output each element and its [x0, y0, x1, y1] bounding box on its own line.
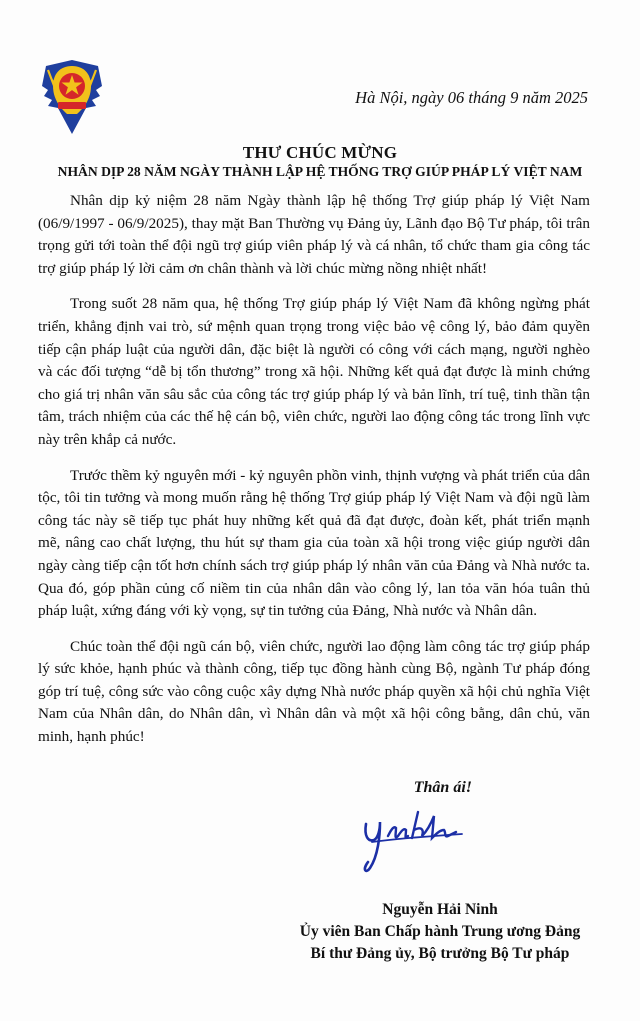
letter-body	[38, 190, 590, 762]
signer-name: Nguyễn Hải Ninh	[382, 901, 498, 918]
paragraph: Trước thềm kỷ nguyên mới - kỷ nguyên phồn vinh, thịnh vượng và phát triển của dân tộc, tôi tin tưởng và mong muốn rằng hệ thống Trợ giúp pháp lý Việt Nam và đội ngũ làm công tác này sẽ tiếp tục phát huy những kết quả đã đạt được, đoàn kết, phát triển mạnh mẽ, nâng cao chất lượng, thu hút sự tham gia của toàn xã hội trong việc giúp người dân ngày càng tiếp cận tốt hơn chính sách trợ giúp pháp lý nhân văn của Đảng và Nhà nước ta. Qua đó, góp phần củng cố niềm tin của nhân dân vào công lý, lan tỏa văn hóa tuân thủ pháp luật, xứng đáng với kỳ vọng, sự tin tưởng của Đảng, Nhà nước và Nhân dân.	[38, 466, 590, 620]
signer-position: Bí thư Đảng ủy, Bộ trưởng Bộ Tư pháp	[310, 945, 570, 962]
paragraph: Nhân dịp kỷ niệm 28 năm Ngày thành lập hệ thống Trợ giúp pháp lý Việt Nam (06/9/1997 - 06/9/2025), thay mặt Ban Thường vụ Đảng ủy, Lãnh đạo Bộ Tư pháp, tôi trân trọng gửi tới toàn thể đội ngũ trợ giúp viên pháp lý và cá nhân, tổ chức tham gia công tác trợ giúp pháp lý lời cảm ơn chân thành và lời chúc mừng nồng nhiệt nhất!	[38, 192, 590, 277]
paragraph: Chúc toàn thể đội ngũ cán bộ, viên chức, người lao động làm công tác trợ giúp pháp lý sức khỏe, hạnh phúc và thành công, tiếp tục đồng hành cùng Bộ, ngành Tư pháp đóng góp trí tuệ, công sức vào công cuộc xây dựng Nhà nước pháp quyền xã hội chủ nghĩa Việt Nam của Nhân dân, do Nhân dân, vì Nhân dân và một xã hội công bằng, dân chủ, văn minh, hạnh phúc!	[38, 637, 590, 746]
letter-subtitle: NHÂN DỊP 28 NĂM NGÀY THÀNH LẬP HỆ THỐNG TRỢ GIÚP PHÁP LÝ VIỆT NAM	[57, 164, 583, 179]
signer-block	[240, 899, 640, 965]
justice-ministry-emblem-icon	[38, 56, 106, 136]
signer-position: Ủy viên Ban Chấp hành Trung ương Đảng	[299, 923, 581, 940]
date-line: Hà Nội, ngày 06 tháng 9 năm 2025	[355, 88, 588, 107]
handwritten-signature-icon	[352, 806, 472, 884]
closing-greeting: Thân ái!	[413, 779, 472, 796]
letter-title: THƯ CHÚC MỪNG	[242, 143, 398, 162]
paragraph: Trong suốt 28 năm qua, hệ thống Trợ giúp pháp lý Việt Nam đã không ngừng phát triển, khẳng định vai trò, sứ mệnh quan trọng trong việc bảo vệ công lý, bảo đảm quyền tiếp cận pháp luật của người dân, đặc biệt là người có công với cách mạng, người nghèo và các đối tượng “dễ bị tổn thương” trong xã hội. Những kết quả đạt được là minh chứng cho giá trị nhân văn sâu sắc của công tác trợ giúp pháp lý và bản lĩnh, trí tuệ, tinh thần tận tâm, trách nhiệm của các thế hệ cán bộ, viên chức, người lao động công tác trong lĩnh vực này trên khắp cả nước.	[38, 295, 590, 448]
